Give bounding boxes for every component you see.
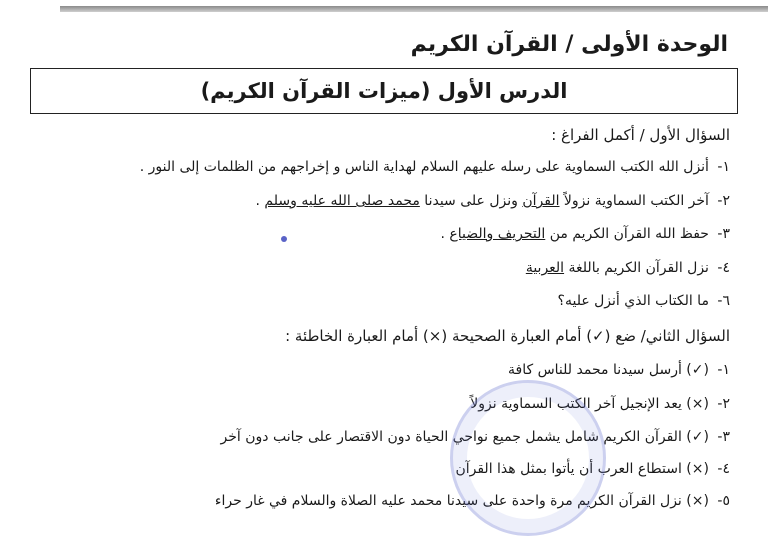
q1-item-1 (140, 159, 730, 175)
item-text: . (255, 193, 260, 209)
item-number: ٣- (717, 226, 730, 242)
item-answer: العربية (525, 260, 565, 276)
q1-item-5 (558, 293, 730, 309)
item-number: ١- (717, 362, 730, 378)
item-number: ٣- (717, 429, 730, 445)
item-number: ٢- (717, 193, 730, 209)
item-mark: (✓) (686, 429, 709, 445)
item-text: نزل القرآن الكريم مرة واحدة على سيدنا محمد عليه الصلاة والسلام في غار حراء (214, 493, 682, 509)
item-text: أنزل الله الكتب السماوية على رسله عليهم السلام لهداية الناس و إخراجهم من الظلمات إلى النور . (139, 159, 709, 175)
ink-dot (281, 236, 287, 242)
stamp-seal (450, 380, 606, 536)
item-number: ٤- (717, 260, 730, 276)
item-text: ما الكتاب الذي أنزل عليه؟ (557, 293, 709, 309)
item-number: ٤- (717, 461, 730, 477)
item-text: ونزل على سيدنا (419, 193, 518, 209)
item-text: . (440, 226, 445, 242)
q1-item-4 (526, 260, 730, 276)
item-number: ٦- (717, 293, 730, 309)
lesson-title-box (30, 68, 738, 114)
item-answer: التحريف والضياع (449, 226, 546, 242)
item-number: ٢- (717, 396, 730, 412)
item-text: آخر الكتب السماوية نزولاً (559, 193, 709, 209)
item-text: يعد الإنجيل آخر الكتب السماوية نزولاً (470, 396, 682, 412)
item-number: ١- (717, 159, 730, 175)
q1-heading: السؤال الأول / أكمل الفراغ : (551, 126, 730, 144)
item-text: أرسل سيدنا محمد للناس كافة (508, 362, 682, 378)
item-mark: (×) (686, 493, 709, 509)
item-number: ٥- (717, 493, 730, 509)
item-answer: محمد صلى الله عليه وسلم (264, 193, 420, 209)
q2-heading: السؤال الثاني/ ضع (✓) أمام العبارة الصحيحة (×) أمام العبارة الخاطئة : (285, 327, 730, 345)
item-text: القرآن الكريم شامل يشمل جميع نواحي الحياة دون الاقتصار على جانب دون آخر (220, 429, 682, 445)
q2-item-1 (508, 362, 730, 378)
item-text: حفظ الله القرآن الكريم من (545, 226, 709, 242)
item-mark: (×) (686, 396, 709, 412)
item-text: نزل القرآن الكريم باللغة (564, 260, 709, 276)
item-answer: القرآن (522, 193, 560, 209)
top-border-line (60, 6, 768, 12)
lesson-title: الدرس الأول (ميزات القرآن الكريم) (200, 79, 568, 103)
q1-item-2 (256, 193, 730, 209)
item-mark: (✓) (686, 362, 709, 378)
item-text: استطاع العرب أن يأتوا بمثل هذا القرآن (455, 461, 682, 477)
item-mark: (×) (686, 461, 709, 477)
unit-title: الوحدة الأولى / القرآن الكريم (410, 32, 728, 57)
q1-item-3 (440, 226, 730, 242)
